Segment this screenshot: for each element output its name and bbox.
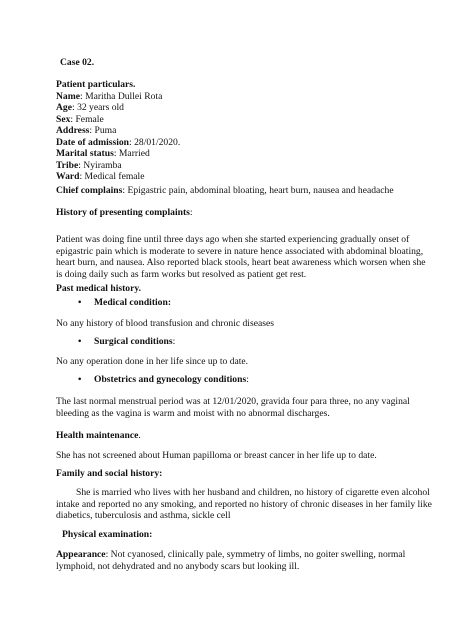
health-maintenance-heading: Health maintenance.: [56, 430, 141, 441]
particular-label: Tribe: [56, 159, 79, 171]
particular-row: Address: Puma: [56, 125, 117, 136]
particular-row: Date of admission: 28/01/2020.: [56, 136, 181, 148]
family-history-heading: Family and social history:: [56, 468, 163, 479]
particular-row: Tribe: Nyiramba: [56, 159, 122, 171]
particular-row: Sex: Female: [56, 113, 104, 125]
medical-condition-label: Medical condition:: [94, 297, 172, 308]
hpc-heading: History of presenting complaints:: [56, 207, 193, 218]
hpc-text: Patient was doing fine until three days ago when she started experiencing gradually onset of epigastric pain which is moderate to severe in nature hence associated with abdominal bloating, heart burn, and nausea. Also reported black stools, heart beat awareness which worsen when she is doing daily such as farm works but resolved as patient get rest.: [56, 234, 426, 280]
health-maintenance-text: She has not screened about Human papilloma or breast cancer in her life up to date.: [56, 450, 377, 461]
particular-label: Age: [56, 102, 72, 113]
particular-value: Married: [118, 148, 150, 159]
particular-value: Female: [75, 113, 104, 125]
particular-value: Maritha Dullei Rota: [85, 90, 163, 102]
obstetrics-text: The last normal menstrual period was at 12/01/2020, gravida four para three, no any vaginal bleeding as the vagina is warm and moist with no abnormal discharges.: [56, 396, 410, 419]
particular-value: 28/01/2020.: [134, 136, 181, 148]
appearance-label: Appearance: [56, 549, 106, 560]
pmh-heading: Past medical history.: [56, 283, 142, 294]
patient-particulars: [56, 79, 434, 183]
appearance-text: Appearance: Not cyanosed, clinically pale, symmetry of limbs, no goiter swelling, normal lymphoid, not dehydrated and no anybody scars but looking ill.: [56, 549, 406, 572]
particular-label: Date of admission: [56, 136, 130, 148]
case-title: Case 02.: [60, 57, 95, 68]
obstetrics-label: Obstetrics and gynecology conditions:: [94, 374, 249, 385]
surgical-condition-text: No any operation done in her life since up to date.: [56, 356, 249, 367]
chief-complaints: Chief complains: Epigastric pain, abdominal bloating, heart burn, nausea and headache: [56, 185, 394, 196]
family-history-text: She is married who lives with her husband and children, no history of cigarette even alcohol intake and reported no any smoking, and reported no history of chronic diseases in her family like diabetics, tuberculosis and asthma, sickle cell: [56, 487, 432, 521]
medical-condition-text: No any history of blood transfusion and chronic diseases: [56, 318, 274, 329]
particular-row: Name: Maritha Dullei Rota: [56, 90, 163, 102]
particular-value: 32 years old: [77, 102, 124, 113]
particulars-fields: [56, 91, 434, 183]
particular-value: Nyiramba: [83, 159, 122, 171]
chief-complaints-label: Chief complains: [56, 185, 123, 196]
physical-exam-heading: Physical examination:: [62, 529, 153, 540]
chief-complaints-text: Epigastric pain, abdominal bloating, heart burn, nausea and headache: [127, 185, 394, 196]
bullet-icon: •: [78, 297, 82, 308]
particular-label: Name: [56, 90, 80, 102]
particular-label: Ward: [56, 171, 80, 182]
particular-value: Medical female: [84, 171, 145, 182]
bullet-icon: •: [78, 336, 82, 347]
particular-row: Marital status: Married: [56, 148, 150, 159]
particular-label: Sex: [56, 113, 71, 125]
particulars-heading: Patient particulars.: [56, 79, 136, 90]
particular-row: Age: 32 years old: [56, 102, 124, 113]
particular-label: Address: [56, 125, 90, 136]
bullet-icon: •: [78, 374, 82, 385]
particular-row: Ward: Medical female: [56, 171, 145, 182]
particular-value: Puma: [94, 125, 117, 136]
surgical-condition-label: Surgical conditions:: [94, 336, 176, 347]
particular-label: Marital status: [56, 148, 114, 159]
